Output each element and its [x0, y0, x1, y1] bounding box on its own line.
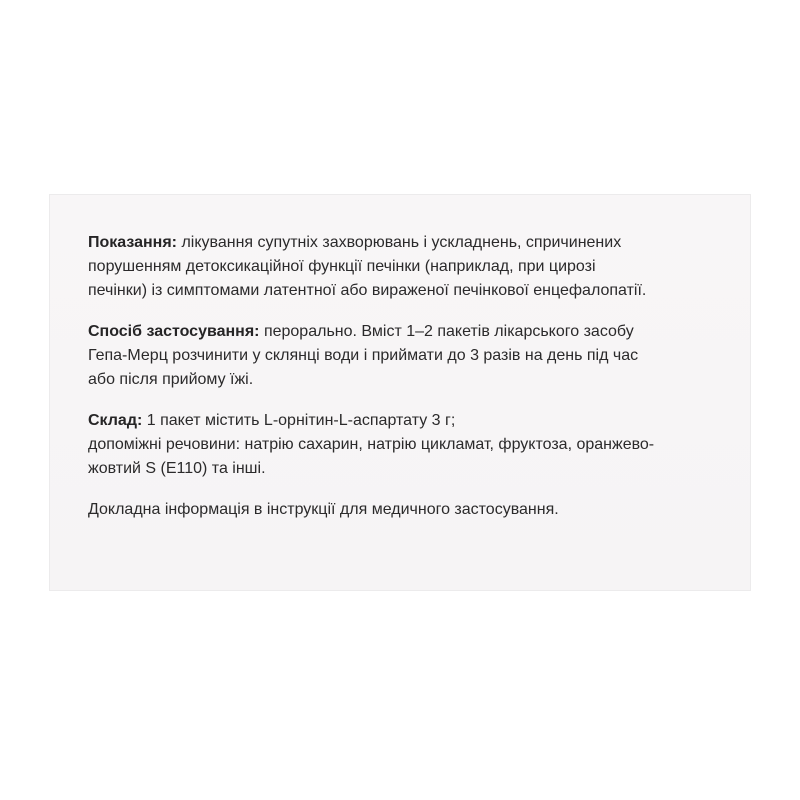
usage-section [88, 320, 638, 392]
usage-text: перорально. Вміст 1–2 пакетів лікарського засобу [259, 323, 634, 340]
package-panel [50, 195, 750, 590]
usage-text: або після прийому їжі. [88, 371, 254, 388]
composition-text: допоміжні речовини: натрію сахарин, натрію цикламат, фруктоза, оранжево- [88, 436, 655, 453]
indications-section [88, 231, 646, 303]
usage-text: Гепа-Мерц розчинити у склянці води і приймати до 3 разів на день під час [88, 347, 639, 364]
composition-section [88, 409, 654, 481]
indications-text: печінки) із симптомами латентної або вираженої печінкової енцефалопатії. [88, 282, 647, 299]
footer-note: Докладна інформація в інструкції для медичного застосування. [88, 501, 559, 518]
indications-label: Показання: [88, 234, 178, 251]
composition-label: Склад: [88, 412, 143, 429]
composition-text: жовтий S (E110) та інші. [88, 460, 266, 477]
usage-label: Спосіб застосування: [88, 323, 260, 340]
composition-text: 1 пакет містить L-орнітин-L-аспартату 3 г; [142, 412, 456, 429]
indications-text: порушенням детоксикаційної функції печінки (наприклад, при цирозі [88, 258, 596, 275]
indications-text: лікування супутніх захворювань і ускладнень, спричинених [177, 234, 622, 251]
footer-note-section [88, 498, 559, 522]
